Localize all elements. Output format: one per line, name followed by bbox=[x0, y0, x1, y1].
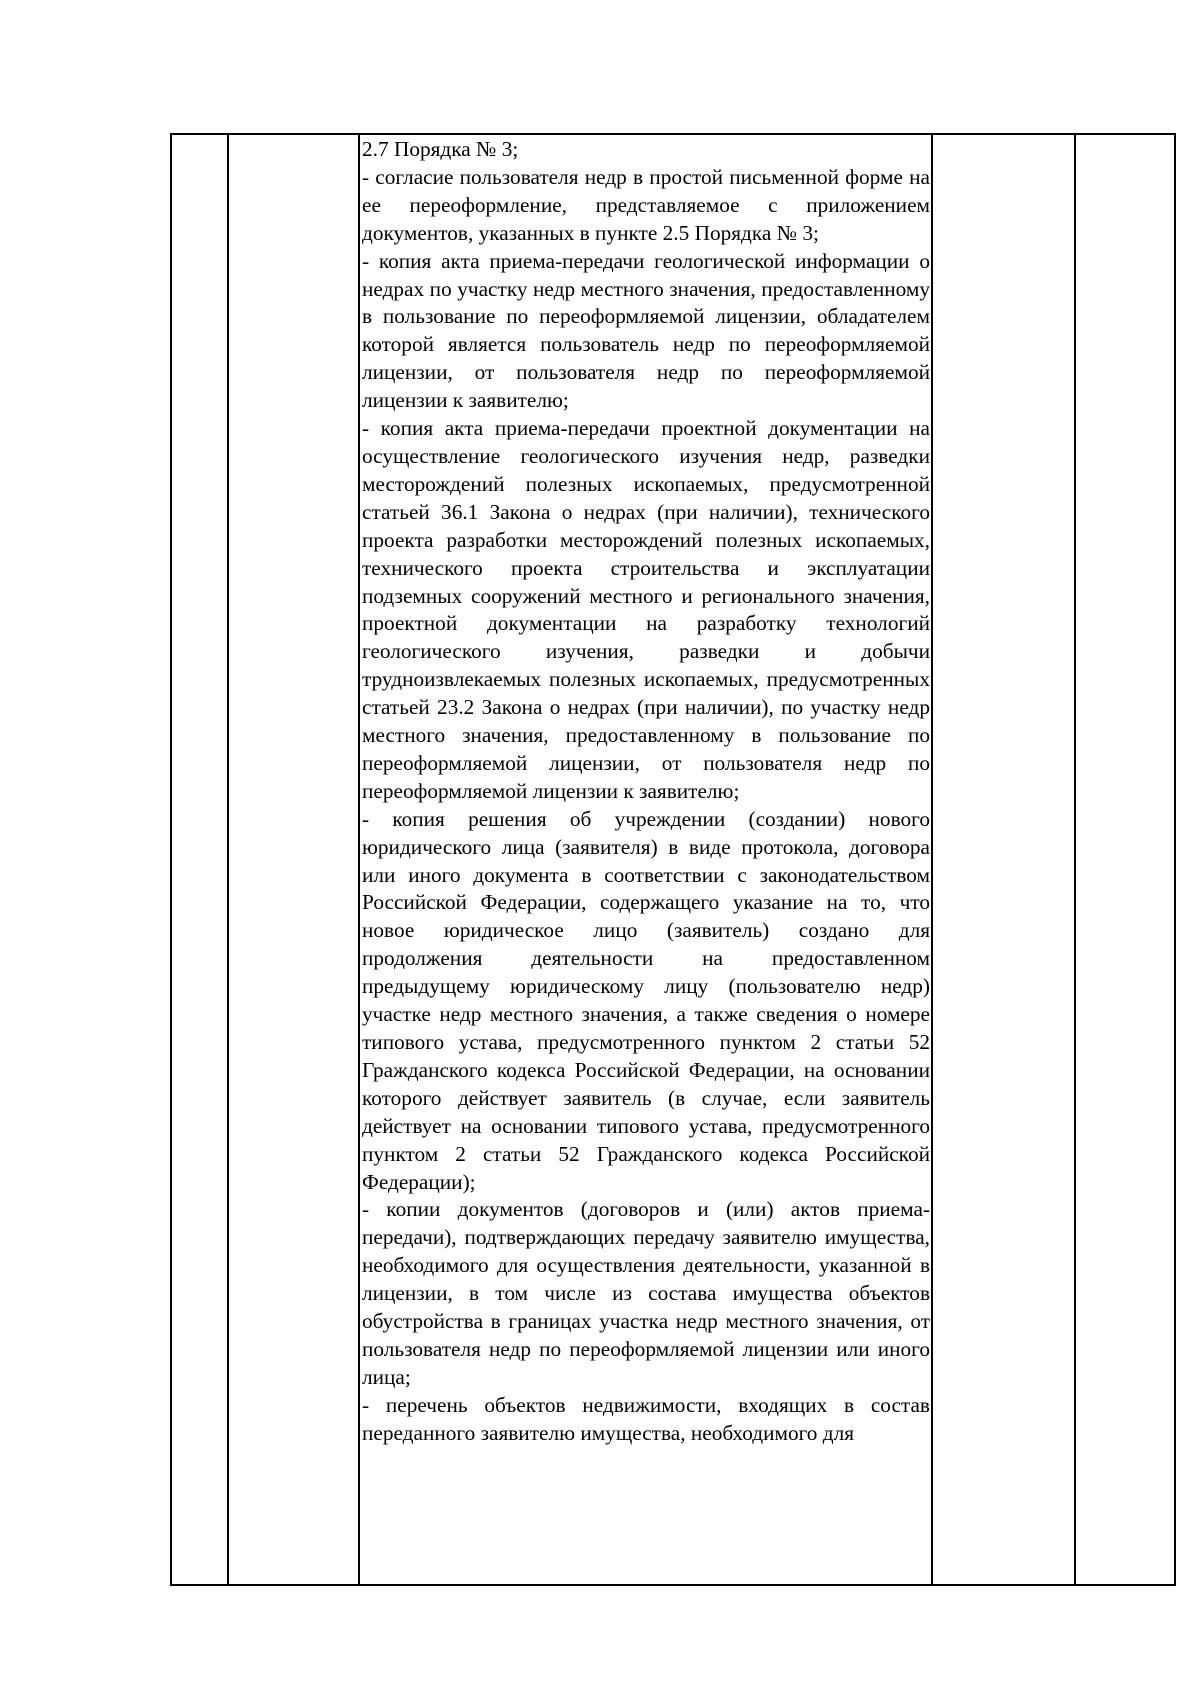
table-cell-requirements bbox=[360, 135, 933, 1584]
paragraph: - копия акта приема-передачи проектной документации на осуществление геологического изучения недр, разведки месторождений полезных ископаемых, предусмотренной статьей 36.1 Закона о недрах (при наличии), технического проекта разработки месторождений полезных ископаемых, технического проекта строительства и эксплуатации подземных сооружений местного и регионального значения, проектной документации на разработку технологий геологического изучения, разведки и добычи трудноизвлекаемых полезных ископаемых, предусмотренных статьей 23.2 Закона о недрах (при наличии), по участку недр местного значения, предоставленному в пользование по переоформляемой лицензии, от пользователя недр по переоформляемой лицензии к заявителю; bbox=[362, 416, 930, 803]
paragraph: 2.7 Порядка № 3; bbox=[362, 137, 519, 161]
paragraph: - перечень объектов недвижимости, входящих в состав переданного заявителю имущества, необходимого для bbox=[362, 1392, 930, 1445]
table-cell-second bbox=[229, 135, 360, 1584]
paragraph: - копия акта приема-передачи геологической информации о недрах по участку недр местного значения, предоставленному в пользование по переоформляемой лицензии, обладателем которой является пользователь недр по переоформляемой лицензии, от пользователя недр по переоформляемой лицензии к заявителю; bbox=[362, 248, 930, 413]
table-cell-fourth bbox=[933, 135, 1076, 1584]
paragraph: - копии документов (договоров и (или) актов приема-передачи), подтверждающих передачу заявителю имущества, необходимого для осуществления деятельности, указанной в лицензии, в том числе из состава имущества объектов обустройства в границах участка недр местного значения, от пользователя недр по переоформляемой лицензии или иного лица; bbox=[362, 1197, 930, 1389]
paragraph: - копия решения об учреждении (создании) нового юридического лица (заявителя) в виде протокола, договора или иного документа в соответствии с законодательством Российской Федерации, содержащего указание на то, что новое юридическое лицо (заявитель) создано для продолжения деятельности на предоставленном предыдущему юридическому лицу (пользователю недр) участке недр местного значения, а также сведения о номере типового устава, предусмотренного пунктом 2 статьи 52 Гражданского кодекса Российской Федерации, на основании которого действует заявитель (в случае, если заявитель действует на основании типового устава, предусмотренного пунктом 2 статьи 52 Гражданского кодекса Российской Федерации); bbox=[362, 806, 930, 1194]
table-cell-fifth bbox=[1076, 135, 1174, 1584]
paragraph: - согласие пользователя недр в простой письменной форме на ее переоформление, представляемое с приложением документов, указанных в пункте 2.5 Порядка № 3; bbox=[362, 164, 930, 245]
requirements-text bbox=[362, 136, 930, 1448]
document-table bbox=[170, 133, 1176, 1586]
table-cell-number bbox=[172, 135, 229, 1584]
